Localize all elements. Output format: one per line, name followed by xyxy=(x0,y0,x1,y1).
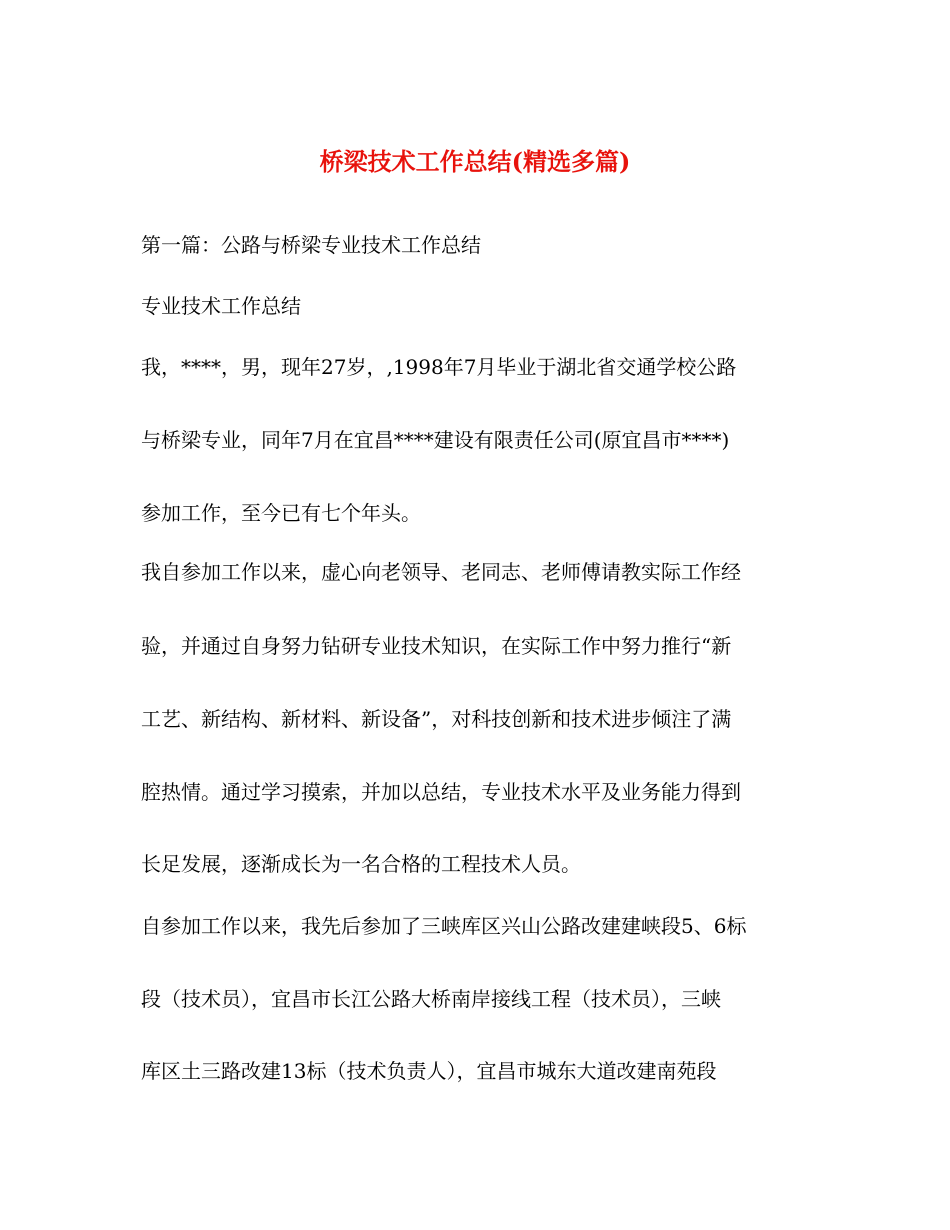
paragraph-line: 库区土三路改建13标（技术负责人），宜昌市城东大道改建南苑段 xyxy=(141,1059,717,1083)
paragraph-line: 段（技术员），宜昌市长江公路大桥南岸接线工程（技术员），三峡 xyxy=(141,987,721,1011)
paragraph-line: 自参加工作以来，我先后参加了三峡库区兴山公路改建建峡段5、6标 xyxy=(141,914,747,938)
paragraph-line: 长足发展，逐渐成长为一名合格的工程技术人员。 xyxy=(141,852,581,876)
section-heading: 第一篇：公路与桥梁专业技术工作总结 xyxy=(141,233,481,257)
paragraph-line: 验，并通过自身努力钻研专业技术知识，在实际工作中努力推行“新 xyxy=(141,634,732,658)
paragraph-line: 我自参加工作以来，虚心向老领导、老同志、老师傅请教实际工作经 xyxy=(141,560,741,584)
paragraph-line: 我，****，男，现年27岁，,1998年7月毕业于湖北省交通学校公路 xyxy=(141,355,737,379)
paragraph-line: 与桥梁专业，同年7月在宜昌****建设有限责任公司(原宜昌市****) xyxy=(141,428,730,452)
subheading: 专业技术工作总结 xyxy=(141,294,301,318)
paragraph-line: 腔热情。通过学习摸索，并加以总结，专业技术水平及业务能力得到 xyxy=(141,780,741,804)
document-title: 桥梁技术工作总结(精选多篇) xyxy=(319,147,631,176)
paragraph-line: 工艺、新结构、新材料、新设备”，对科技创新和技术进步倾注了满 xyxy=(141,707,732,731)
paragraph-line: 参加工作，至今已有七个年头。 xyxy=(141,501,421,525)
